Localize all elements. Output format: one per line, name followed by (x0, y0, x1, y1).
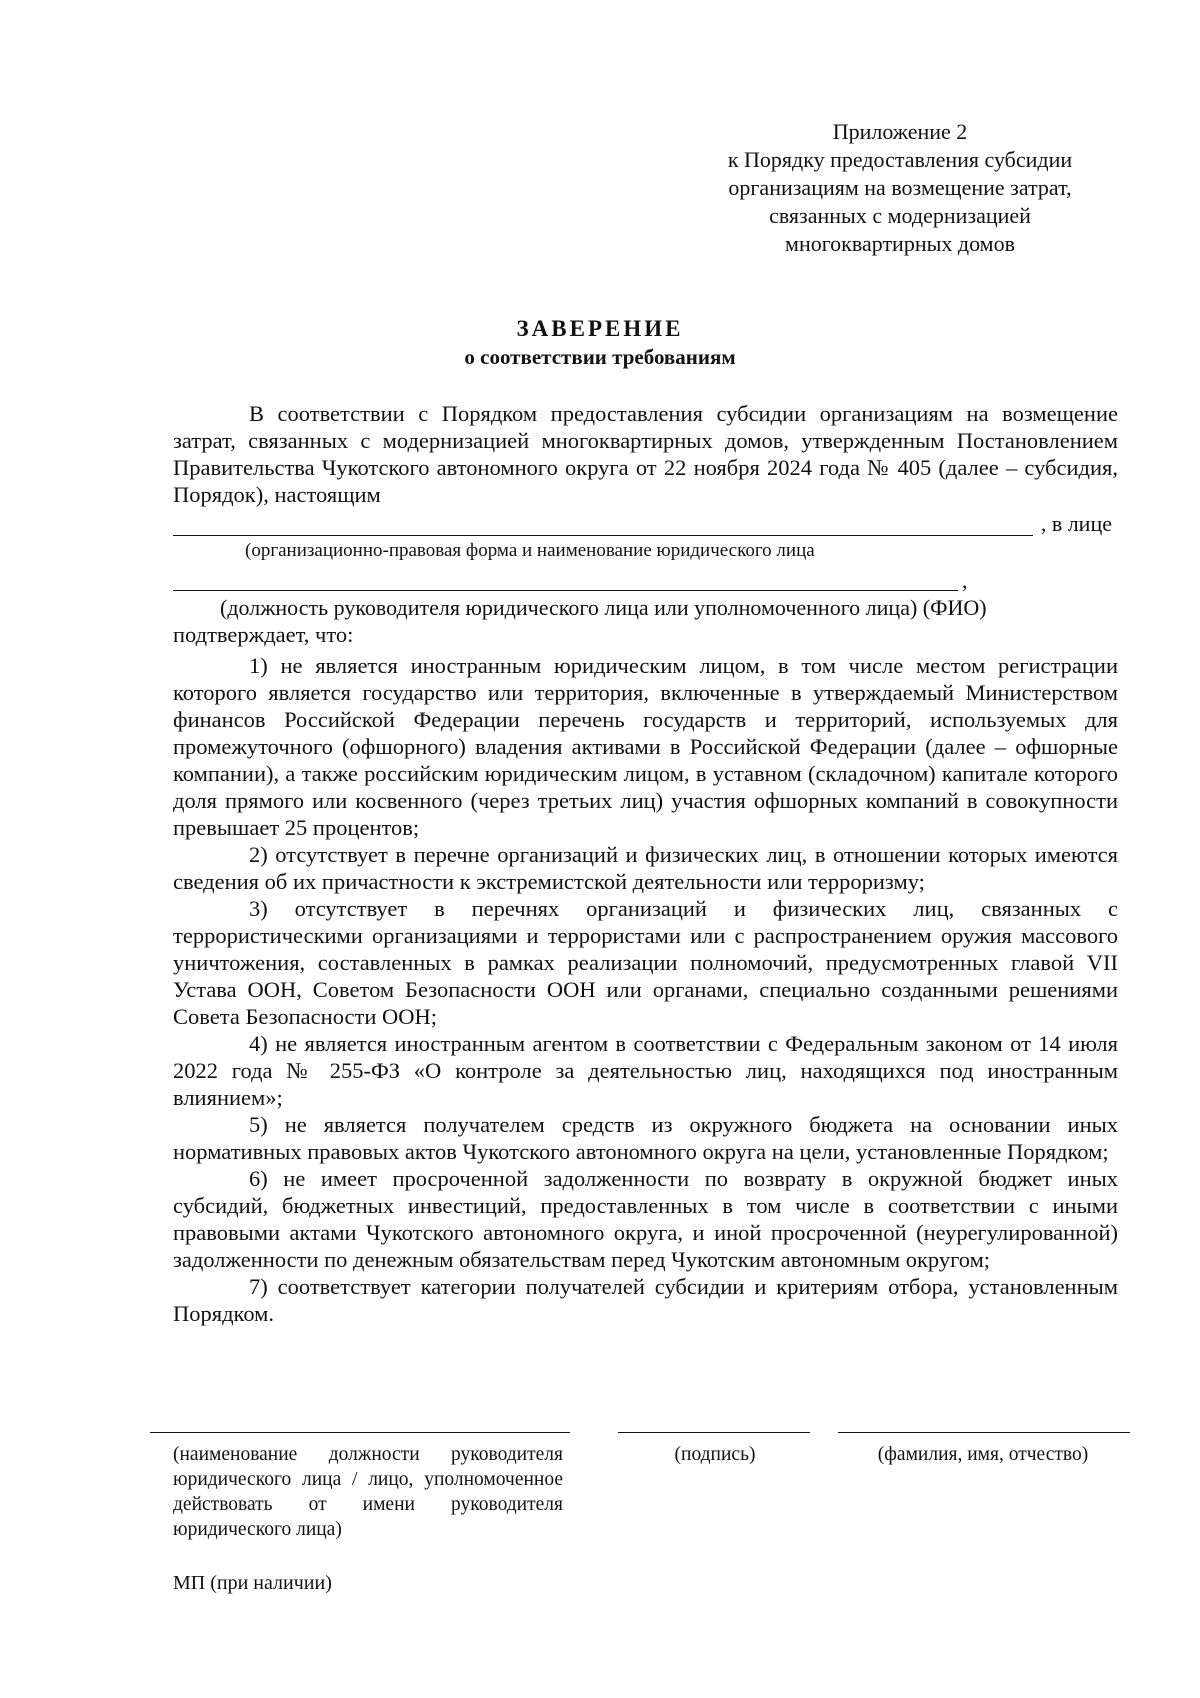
signature-line (618, 1432, 810, 1433)
list-item: 4) не является иностранным агентом в соответствии с Федеральным законом от 14 июля 2022 года № 255-ФЗ «О контроле за деятельностью лиц, находящихся под иностранным влиянием»; (173, 1031, 1118, 1110)
document-subtitle: о соответствии требованиям (464, 345, 736, 369)
requirements-list (173, 652, 1118, 1327)
stamp-note: МП (при наличии) (173, 1572, 332, 1594)
list-item: 7) соответствует категории получателей субсидии и критериям отбора, установленным Порядком. (173, 1274, 1118, 1326)
list-item: 1) не является иностранным юридическим лицом, в том числе местом регистрации которого является государство или территория, включенные в утверждаемый Министерством финансов Российской Федерации перечень государств и территорий, используемых для промежуточного (офшорного) владения активами в Российской Федерации (далее – офшорные компании), а также российским юридическим лицом, в уставном (складочном) капитале которого доля прямого или косвенного (через третьих лиц) участия офшорных компаний в совокупности превышает 25 процентов; (173, 653, 1118, 840)
appendix-line: к Порядку предоставления субсидии (727, 147, 1073, 172)
list-item: 3) отсутствует в перечнях организаций и физических лиц, связанных с террористическими организациями и террористами или с распространением оружия массового уничтожения, составленных в рамках реализации полномочий, предусмотренных главой VII Устава ООН, Советом Безопасности ООН или органами, специально созданными решениями Совета Безопасности ООН; (173, 896, 1118, 1029)
fill-line-tail: , в лице (1040, 511, 1112, 536)
blank-line (173, 590, 958, 591)
list-item: 5) не является получателем средств из окружного бюджета на основании иных нормативных правовых актов Чукотского автономного округа на цели, установленные Порядком; (173, 1112, 1118, 1164)
intro-text: В соответствии с Порядком предоставления субсидии организациям на возмещение затрат, связанных с модернизацией многоквартирных домов, утвержденным Постановлением Правительства Чукотского автономного округа от 22 ноября 2024 года № 405 (далее – субсидия, Порядок), настоящим (173, 401, 1118, 507)
list-item: 2) отсутствует в перечне организаций и физических лиц, в отношении которых имеются сведения об их причастности к экстремистской деятельности или терроризму; (173, 842, 1118, 894)
blank-line (173, 535, 1033, 536)
document-title: ЗАВЕРЕНИЕ (516, 316, 684, 341)
appendix-header (680, 118, 1120, 258)
appendix-line: связанных с модернизацией (769, 203, 1031, 228)
position-signature-line (150, 1432, 570, 1433)
legal-entity-caption: (организационно-правовая форма и наименование юридического лица (245, 540, 815, 561)
signature-caption: (подпись) (674, 1444, 756, 1465)
confirms-text: подтверждает, что: (173, 622, 354, 647)
appendix-line: Приложение 2 (832, 119, 968, 144)
representative-caption: (должность руководителя юридического лица или уполномоченного лица) (ФИО) (220, 595, 987, 620)
appendix-line: организациям на возмещение затрат, (728, 175, 1072, 200)
name-signature-line (838, 1432, 1130, 1433)
list-item: 6) не имеет просроченной задолженности по возврату в окружной бюджет иных субсидий, бюджетных инвестиций, предоставленных в том числе в соответствии с иными правовыми актами Чукотского автономного округа, и иной просроченной (неурегулированной) задолженности по денежным обязательствам перед Чукотским автономным округом; (173, 1166, 1118, 1272)
position-caption: (наименование должности руководителя юридического лица / лицо, уполномоченное действовать от имени руководителя юридического лица) (173, 1444, 563, 1540)
name-caption: (фамилия, имя, отчество) (877, 1444, 1089, 1465)
representative-fill-line (173, 566, 973, 594)
appendix-line: многоквартирных домов (785, 231, 1015, 256)
fill-line-tail: , (962, 568, 968, 593)
legal-entity-fill-line (173, 511, 1118, 539)
intro-paragraph (173, 400, 1118, 508)
